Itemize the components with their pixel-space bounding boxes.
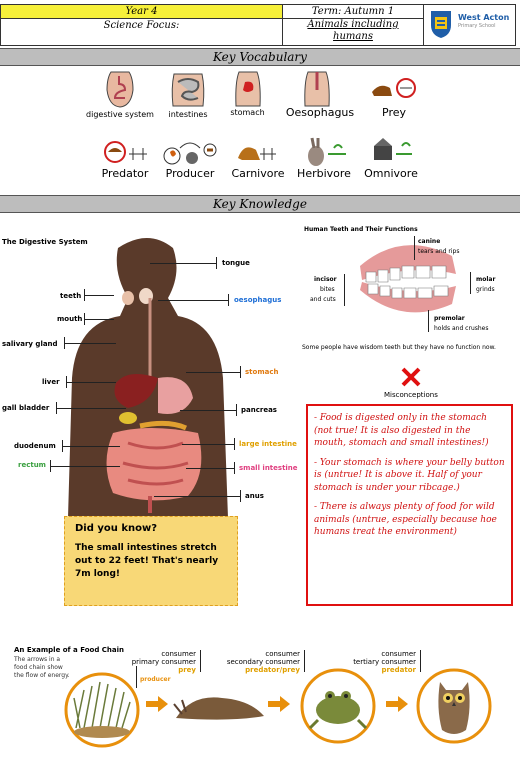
misconception-item: - Your stomach is where your belly button is (untrue! It is above it. Half of your stomach is under your ribcage.) bbox=[314, 457, 505, 493]
arrow-icon bbox=[146, 696, 168, 712]
slug-illustration bbox=[172, 688, 268, 724]
food-chain-title: An Example of a Food Chain bbox=[14, 646, 124, 654]
topic-cell bbox=[282, 18, 424, 46]
incisor-function-2: and cuts bbox=[310, 296, 336, 303]
premolar-label: premolar bbox=[434, 315, 465, 322]
label-pancreas: pancreas bbox=[241, 406, 277, 414]
key-knowledge-heading bbox=[0, 195, 520, 213]
food-chain-description: The arrows in a food chain show the flow of energy. bbox=[14, 656, 70, 679]
school-sub: Primary School bbox=[458, 23, 496, 29]
vocab-label: Herbivore bbox=[297, 167, 351, 180]
year-cell bbox=[0, 4, 283, 19]
label-tongue: tongue bbox=[222, 259, 250, 267]
label-oesophagus: oesophagus bbox=[234, 296, 282, 304]
vocab-label: stomach bbox=[230, 108, 265, 117]
vocab-label: digestive system bbox=[86, 110, 154, 119]
incisor-function-1: bites bbox=[320, 286, 335, 293]
term-label: Term: Autumn 1 bbox=[311, 6, 395, 17]
herbivore-icon bbox=[304, 134, 348, 168]
key-knowledge-title: Key Knowledge bbox=[213, 197, 307, 211]
producer-label: producer bbox=[140, 676, 171, 683]
oesophagus-icon bbox=[302, 68, 332, 108]
key-vocabulary-heading bbox=[0, 48, 520, 66]
frog-illustration bbox=[300, 668, 376, 744]
molar-function: grinds bbox=[476, 286, 495, 293]
producer-icon bbox=[162, 136, 220, 168]
consumer-1-type: primary consumer bbox=[131, 658, 196, 666]
vocab-label: Producer bbox=[165, 167, 215, 180]
vocab-label: Oesophagus bbox=[285, 106, 355, 119]
did-you-know-box bbox=[64, 516, 238, 606]
canine-function: tears and rips bbox=[418, 248, 460, 255]
label-liver: liver bbox=[42, 378, 60, 386]
label-rectum: rectum bbox=[18, 461, 46, 469]
consumer-3-label: consumer bbox=[381, 650, 416, 658]
misconception-item: - There is always plenty of food for wild animals (untrue, especially because hoe humans treat the environment) bbox=[314, 502, 497, 537]
misconceptions-title: Misconceptions bbox=[384, 391, 438, 399]
school-crest-icon bbox=[428, 9, 454, 39]
consumer-2-type: secondary consumer bbox=[226, 658, 300, 666]
stomach-icon bbox=[233, 68, 263, 108]
consumer-1-role: prey bbox=[178, 666, 196, 674]
misconception-item: - Food is digested only in the stomach (not true! It is also digested in the mouth, stomach and small intestines!) bbox=[314, 413, 489, 448]
science-focus-cell bbox=[0, 18, 283, 46]
term-cell bbox=[282, 4, 424, 19]
topic-label: Animals including humans bbox=[307, 19, 399, 42]
science-focus-label: Science Focus: bbox=[103, 20, 180, 31]
consumer-3-role: predator bbox=[381, 666, 416, 674]
label-stomach: stomach bbox=[245, 368, 279, 376]
vocab-label: Omnivore bbox=[364, 167, 418, 180]
red-cross-icon bbox=[400, 366, 422, 388]
school-name: West Acton bbox=[458, 13, 510, 22]
vocab-label: Predator bbox=[101, 167, 149, 180]
grass-illustration bbox=[64, 672, 140, 748]
predator-icon bbox=[103, 138, 149, 166]
teeth-note: Some people have wisdom teeth but they have no function now. bbox=[302, 344, 496, 351]
did-you-know-text: The small intestines stretch out to 22 feet! That's nearly 7m long! bbox=[75, 543, 219, 579]
label-small-intestine: small intestine bbox=[239, 464, 298, 472]
incisor-label: incisor bbox=[314, 276, 337, 283]
intestines-icon bbox=[170, 70, 206, 108]
label-large-intestine: large intestine bbox=[239, 440, 297, 448]
school-logo bbox=[423, 4, 516, 46]
owl-illustration bbox=[416, 668, 492, 744]
label-anus: anus bbox=[245, 492, 264, 500]
label-mouth: mouth bbox=[57, 315, 83, 323]
omnivore-icon bbox=[370, 134, 414, 168]
arrow-icon bbox=[268, 696, 290, 712]
label-teeth: teeth bbox=[60, 292, 82, 300]
consumer-2-role: predator/prey bbox=[245, 666, 300, 674]
molar-label: molar bbox=[476, 276, 496, 283]
arrow-icon bbox=[386, 696, 408, 712]
label-gall-bladder: gall bladder bbox=[2, 404, 50, 412]
canine-label: canine bbox=[418, 238, 441, 245]
misconceptions-box bbox=[306, 404, 513, 606]
premolar-function: holds and crushes bbox=[434, 325, 489, 332]
teeth-title: Human Teeth and Their Functions bbox=[304, 226, 418, 233]
vocab-label: Carnivore bbox=[231, 167, 285, 180]
digestive-system-icon bbox=[105, 70, 135, 108]
label-salivary-gland: salivary gland bbox=[2, 340, 58, 348]
carnivore-icon bbox=[236, 138, 278, 166]
key-vocabulary-title: Key Vocabulary bbox=[213, 50, 307, 64]
vocab-label: Prey bbox=[382, 106, 406, 119]
vocab-label: intestines bbox=[168, 110, 208, 119]
year-label: Year 4 bbox=[125, 6, 158, 17]
human-body-illustration bbox=[58, 228, 238, 518]
label-duodenum: duodenum bbox=[14, 442, 56, 450]
prey-icon bbox=[370, 74, 416, 104]
consumer-1-label: consumer bbox=[161, 650, 196, 658]
digestive-system-title: The Digestive System bbox=[2, 238, 88, 246]
consumer-2-label: consumer bbox=[265, 650, 300, 658]
consumer-3-type: tertiary consumer bbox=[353, 658, 416, 666]
did-you-know-title: Did you know? bbox=[75, 523, 158, 534]
